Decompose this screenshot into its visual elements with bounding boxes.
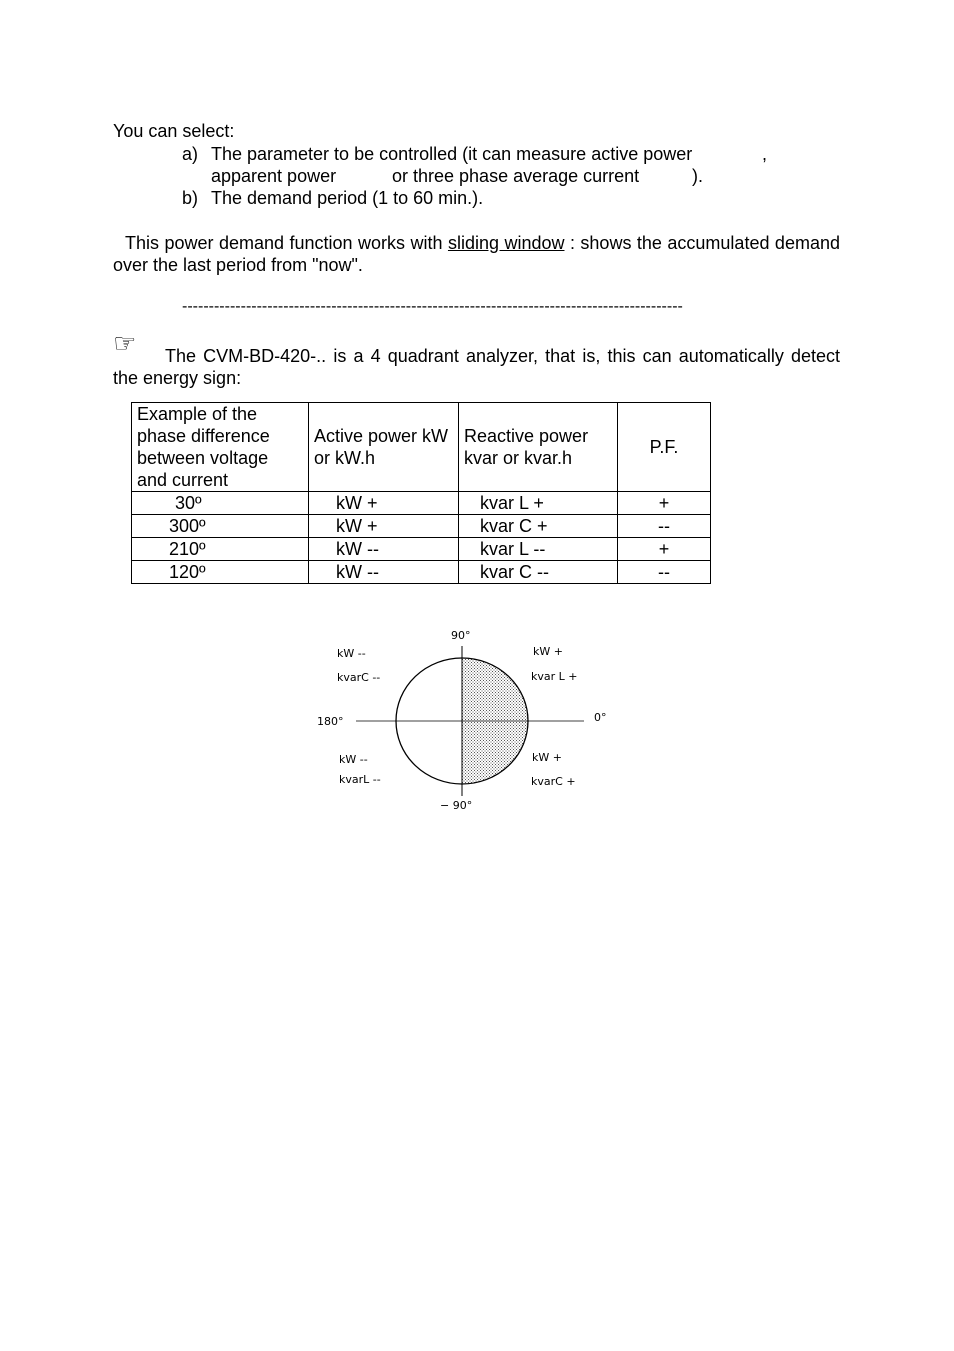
cell-pf: + <box>618 492 711 515</box>
cell-reactive: kvar C + <box>459 515 618 538</box>
header-active-power: Active power kW or kW.h <box>309 403 459 492</box>
pointing-hand-icon: ☞ <box>113 329 137 359</box>
item-b-marker: b) <box>182 188 199 208</box>
cell-phase: 120º <box>132 561 309 584</box>
tl-active: kW -- <box>337 647 366 660</box>
cell-pf: -- <box>618 515 711 538</box>
item-b-text: The demand period (1 to 60 min.). <box>211 188 484 208</box>
divider-line: ---------------------------------------------------------------------------------------------- <box>182 298 683 315</box>
cell-active: kW + <box>309 492 459 515</box>
cell-active: kW -- <box>309 561 459 584</box>
cell-phase: 30º <box>132 492 309 515</box>
cell-reactive: kvar C -- <box>459 561 618 584</box>
table-row <box>132 515 711 538</box>
item-a-line1-trail: , <box>762 144 768 164</box>
cell-pf: + <box>618 538 711 561</box>
quadrant-diagram <box>300 620 620 820</box>
item-a-line1: The parameter to be controlled (it can measure active power <box>211 144 693 164</box>
header-pf: P.F. <box>618 403 711 492</box>
label-180: 180° <box>317 715 344 728</box>
label-0: 0° <box>594 711 607 724</box>
label-minus-90: − 90° <box>440 799 473 812</box>
header-phase: Example of the phase difference between voltage and current <box>132 403 309 492</box>
br-active: kW + <box>532 751 562 764</box>
sliding-window-term: sliding window <box>447 233 565 253</box>
item-a-line2-end: ). <box>692 166 703 186</box>
intro-text: You can select: <box>113 121 235 141</box>
tr-reactive: kvar L + <box>531 670 578 683</box>
header-reactive-power: Reactive power kvar or kvar.h <box>459 403 618 492</box>
sliding-before: This power demand function works with <box>125 233 443 253</box>
energy-sign-table <box>131 402 711 584</box>
br-reactive: kvarC + <box>531 775 576 788</box>
note-text: The CVM-BD-420-.. is a 4 quadrant analyzer, that is, this can automatically detect the energy sign: <box>113 346 840 388</box>
cell-reactive: kvar L + <box>459 492 618 515</box>
tr-active: kW + <box>533 645 563 658</box>
cell-phase: 210º <box>132 538 309 561</box>
cell-reactive: kvar L -- <box>459 538 618 561</box>
sliding-after: : shows the accumulated demand over the last period from "now". <box>113 233 840 275</box>
cell-phase: 300º <box>132 515 309 538</box>
sliding-window-paragraph <box>113 232 840 276</box>
item-a-marker: a) <box>182 144 199 164</box>
tl-reactive: kvarC -- <box>337 671 381 684</box>
cell-active: kW -- <box>309 538 459 561</box>
table-row <box>132 492 711 515</box>
cell-active: kW + <box>309 515 459 538</box>
bl-active: kW -- <box>339 753 368 766</box>
table-row <box>132 561 711 584</box>
bl-reactive: kvarL -- <box>339 773 381 786</box>
table-row <box>132 538 711 561</box>
item-a-line2: apparent power <box>211 166 337 186</box>
table-header-row <box>132 403 711 492</box>
label-90: 90° <box>451 629 471 642</box>
item-a-line2-mid: or three phase average current <box>392 166 640 186</box>
cell-pf: -- <box>618 561 711 584</box>
